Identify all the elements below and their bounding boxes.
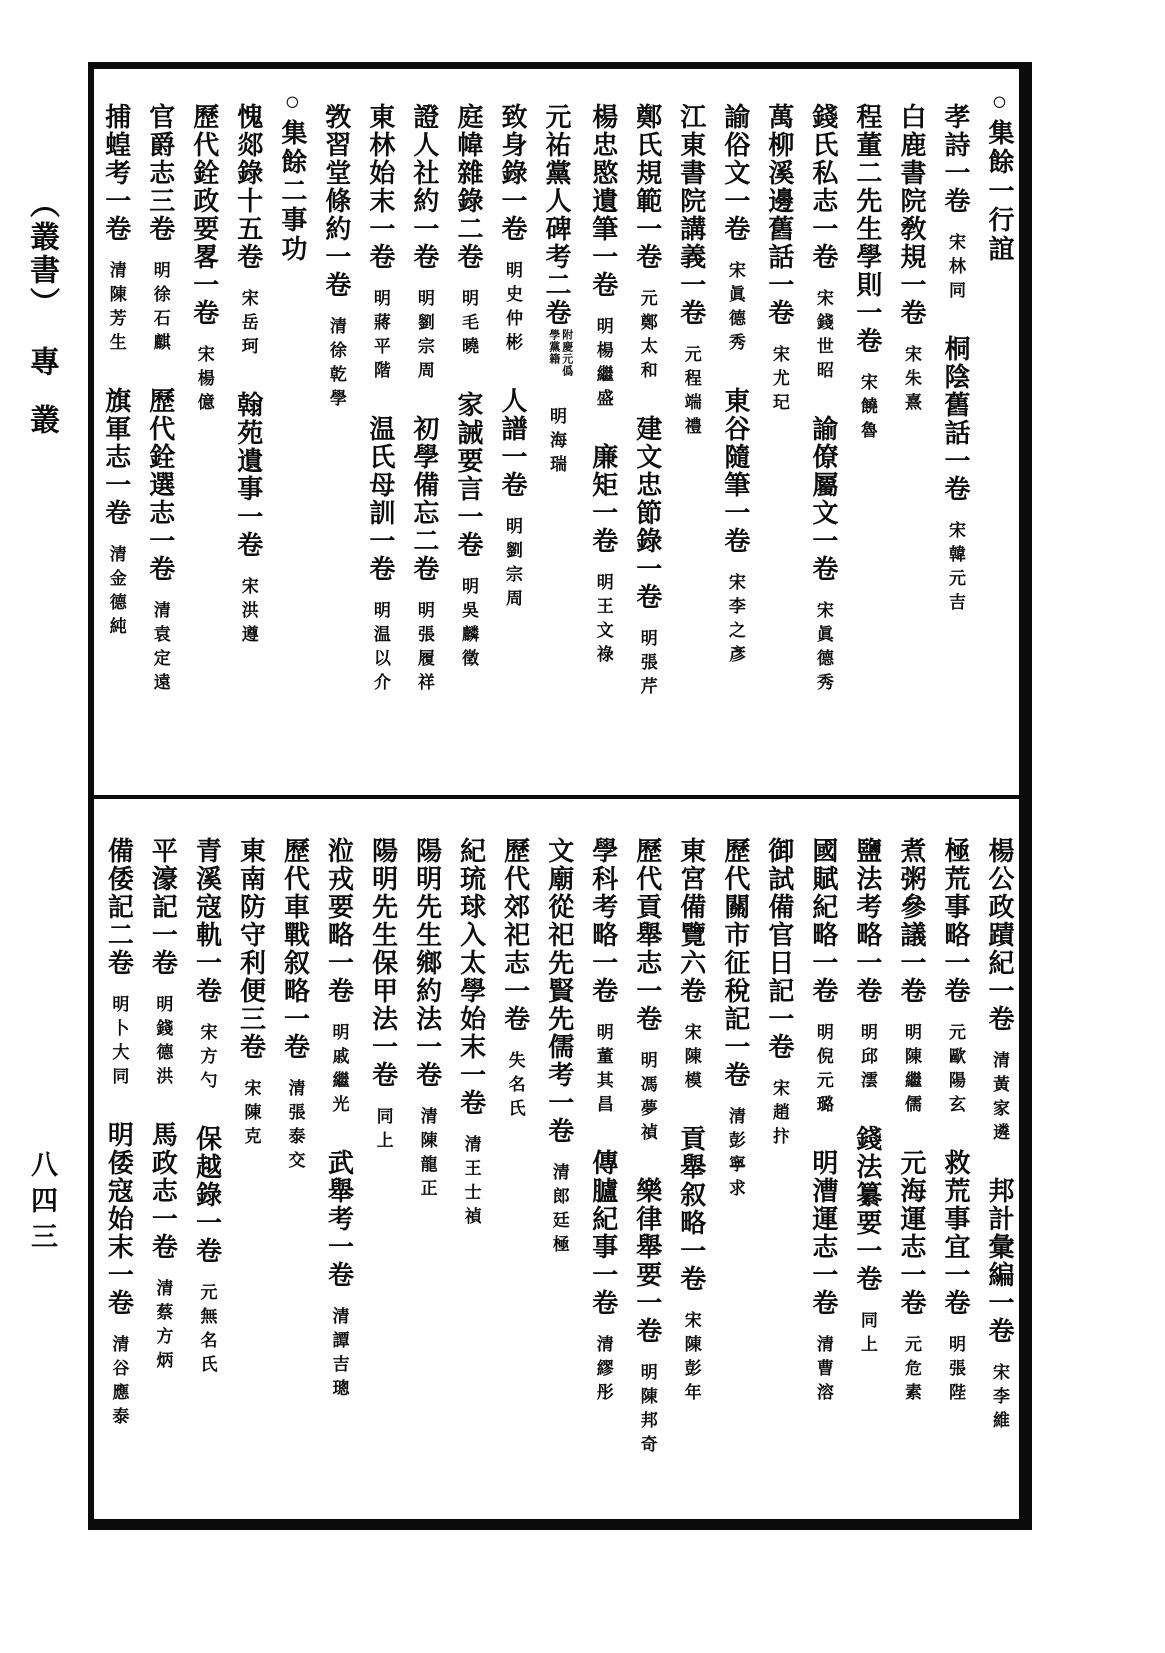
catalog-entry [497, 103, 527, 357]
entry-title: 貢舉叙略一卷 [676, 1125, 706, 1293]
entry-author: 宋岳珂 [238, 289, 258, 361]
catalog-column [590, 83, 617, 787]
catalog-entry [365, 385, 395, 697]
catalog-column [810, 817, 837, 1505]
catalog-column [499, 83, 526, 787]
catalog-entry [104, 837, 134, 1091]
catalog-column [103, 83, 130, 787]
catalog-column [546, 817, 573, 1505]
entry-author: 元危素 [901, 1335, 921, 1407]
entry-author: 元無名氏 [197, 1283, 217, 1379]
entry-title: 翰苑遺事一卷 [233, 391, 263, 559]
entry-title: 楊公政蹟紀一卷 [985, 837, 1014, 1033]
entry-author: 清譚吉璁 [329, 1307, 349, 1403]
catalog-entry [808, 837, 838, 1119]
entry-title: 桐陰舊話一卷 [940, 335, 970, 503]
catalog-entry [409, 103, 439, 385]
catalog-column [367, 83, 394, 787]
entry-author: 清繆彤 [593, 1335, 613, 1407]
entry-author: 明吳麟徵 [458, 577, 478, 673]
entry-author: 宋方勺 [197, 1023, 217, 1095]
catalog-entry [676, 837, 706, 1095]
catalog-column [411, 83, 438, 787]
catalog-entry [324, 1119, 354, 1403]
entry-author: 宋李維 [990, 1363, 1009, 1435]
page-frame [88, 62, 1032, 1530]
entry-title: 備倭記二卷 [104, 837, 134, 977]
catalog-column [634, 817, 661, 1505]
catalog-column [193, 817, 220, 1505]
catalog-column [898, 817, 925, 1505]
entry-author: 明蔣平階 [370, 289, 390, 385]
catalog-entry [233, 361, 263, 649]
entry-title: 武舉考一卷 [324, 1149, 354, 1289]
catalog-entry [236, 837, 266, 1151]
entry-author: 同上 [857, 1311, 877, 1359]
entry-author: 清郎廷極 [549, 1163, 569, 1259]
entry-title: 庭幃雜錄二卷 [453, 103, 483, 271]
entry-title: 證人社約一卷 [409, 103, 439, 271]
catalog-entry [321, 103, 351, 413]
catalog-entry [808, 385, 838, 697]
catalog-entry [453, 103, 483, 361]
entry-author: 失名氏 [505, 1051, 525, 1123]
entry-author: 清谷應泰 [109, 1335, 129, 1431]
entry-author: 明卜大同 [109, 995, 129, 1091]
entry-title: 陽明先生鄉約法一卷 [412, 837, 442, 1089]
entry-author: 宋錢世昭 [813, 289, 833, 385]
entry-author: 清金德純 [106, 545, 126, 641]
entry-author: 宋趙抃 [769, 1079, 789, 1151]
catalog-entry [145, 357, 175, 697]
entry-title: 家誡要言一卷 [453, 391, 483, 559]
catalog-column [281, 817, 308, 1505]
entry-author: 清徐乾學 [326, 317, 346, 413]
entry-author: 同上 [373, 1107, 393, 1155]
catalog-entry [148, 1091, 178, 1375]
catalog-column [458, 817, 485, 1505]
catalog-column [455, 83, 482, 787]
entry-title: 御試備官日記一卷 [764, 837, 794, 1061]
catalog-entry [148, 837, 178, 1091]
catalog-column [898, 83, 925, 787]
catalog-entry [852, 837, 882, 1095]
catalog-entry [632, 103, 662, 385]
entry-author: 明楊繼盛 [593, 317, 613, 413]
entry-author: 清陳芳生 [106, 261, 126, 357]
catalog-entry [808, 103, 838, 385]
catalog-entry [497, 357, 527, 613]
margin-category-label: 專叢 [25, 346, 58, 462]
entry-title: 歷代車戰叙略一卷 [280, 837, 310, 1061]
entry-author: 明張履祥 [414, 601, 434, 697]
catalog-column [810, 83, 837, 787]
catalog-entry [588, 413, 618, 669]
entry-author: 宋饒魯 [857, 373, 877, 445]
entry-title: 馬政志一卷 [148, 1121, 178, 1261]
entry-author: 明海瑞 [547, 407, 567, 479]
entry-author: 宋李之彥 [725, 573, 745, 669]
entry-title: 鹽法考略一卷 [852, 837, 882, 1005]
entry-title: 明漕運志一卷 [808, 1149, 838, 1317]
entry-title: 孝詩一卷 [940, 103, 970, 215]
catalog-column [942, 817, 969, 1505]
catalog-column [590, 817, 617, 1505]
catalog-entry [940, 1119, 970, 1407]
catalog-entry [764, 103, 794, 417]
entry-author: 明史仲彬 [502, 261, 522, 357]
catalog-column [634, 83, 661, 787]
entry-author: 宋眞德秀 [725, 261, 745, 357]
entry-title: 愧郯錄十五卷 [233, 103, 263, 271]
entry-title: 致身錄一卷 [497, 103, 527, 243]
entry-title: 楊忠愍遺筆一卷 [588, 103, 618, 299]
catalog-column [986, 83, 1013, 787]
entry-title: 煮粥參議一卷 [896, 837, 926, 1005]
catalog-column [766, 83, 793, 787]
catalog-column [766, 817, 793, 1505]
catalog-entry [632, 837, 662, 1147]
entry-title: 敩習堂條約一卷 [321, 103, 351, 299]
entry-author: 宋陳克 [241, 1079, 261, 1151]
entry-author: 明劉宗周 [502, 517, 522, 613]
catalog-column [105, 817, 132, 1505]
entry-author: 明張芹 [637, 629, 657, 701]
entry-title: 廉矩一卷 [588, 443, 618, 555]
catalog-entry [985, 1147, 1014, 1435]
catalog-entry [588, 1119, 618, 1407]
entry-title: 白鹿書院敎規一卷 [896, 103, 926, 327]
catalog-entry [145, 103, 175, 357]
entry-title: 東谷隨筆一卷 [720, 387, 750, 555]
catalog-column [235, 83, 262, 787]
entry-title: 救荒事宜一卷 [940, 1149, 970, 1317]
entry-author: 宋陳彭年 [681, 1311, 701, 1407]
catalog-entry [233, 103, 263, 361]
entry-author: 清袁定遠 [150, 601, 170, 697]
catalog-column [323, 83, 350, 787]
page-number: 八四三 [27, 1150, 57, 1258]
entry-title: 諭俗文一卷 [720, 103, 750, 243]
catalog-entry [368, 837, 398, 1155]
entry-title: 錢法纂要一卷 [852, 1125, 882, 1293]
entry-author: 元鄭太和 [637, 289, 657, 385]
catalog-entry [453, 361, 483, 673]
entry-author: 明張陛 [945, 1335, 965, 1407]
entry-author: 明陳繼儒 [901, 1023, 921, 1119]
catalog-entry [940, 837, 970, 1119]
entry-title: 諭僚屬文一卷 [808, 415, 838, 583]
entry-author: 宋楊億 [194, 345, 214, 417]
catalog-column [149, 817, 176, 1505]
entry-title: 歷代銓政要畧一卷 [189, 103, 219, 327]
catalog-column [722, 83, 749, 787]
catalog-entry [632, 385, 662, 701]
entry-title: 初學備忘二卷 [409, 415, 439, 583]
catalog-entry [720, 357, 750, 669]
catalog-section-top [100, 83, 1013, 787]
entry-title: 東宮備覽六卷 [676, 837, 706, 1005]
catalog-column [191, 83, 218, 787]
entry-title: 鄭氏規範一卷 [632, 103, 662, 271]
entry-title: 官爵志三卷 [145, 103, 175, 243]
catalog-column [942, 83, 969, 787]
catalog-column [854, 817, 881, 1505]
entry-title: 東林始末一卷 [365, 103, 395, 271]
entry-author: 明馮夢禎 [637, 1051, 657, 1147]
entry-author: 清陳龍正 [417, 1107, 437, 1203]
entry-title: 國賦紀略一卷 [808, 837, 838, 1005]
entry-title: 保越錄一卷 [192, 1125, 222, 1265]
entry-title: 極荒事略一卷 [940, 837, 970, 1005]
catalog-entry [544, 837, 574, 1259]
catalog-column [722, 817, 749, 1505]
entry-title: 錢氏私志一卷 [808, 103, 838, 271]
catalog-entry [940, 103, 970, 305]
entry-author: 清黃家遴 [990, 1051, 1009, 1147]
entry-title: 江東書院講義一卷 [676, 103, 706, 327]
catalog-entry [764, 837, 794, 1151]
catalog-column [678, 817, 705, 1505]
catalog-entry [940, 305, 970, 617]
entry-author: 清王士禎 [461, 1135, 481, 1231]
catalog-entry [104, 1091, 134, 1431]
entry-title: 陽明先生保甲法一卷 [368, 837, 398, 1089]
entry-title: 傳臚紀事一卷 [588, 1149, 618, 1317]
entry-annotation: 附慶元僞學黨籍 [547, 329, 573, 377]
entry-author: 宋尤玘 [769, 345, 789, 417]
catalog-section-bottom [100, 817, 1013, 1505]
margin-volume-label: （叢書） [25, 188, 58, 320]
catalog-entry [588, 103, 618, 413]
catalog-entry [542, 103, 573, 479]
entry-author: 清張泰交 [285, 1079, 305, 1175]
catalog-entry [808, 1119, 838, 1407]
catalog-column [678, 83, 705, 787]
catalog-entry [588, 837, 618, 1119]
catalog-column [326, 817, 353, 1505]
catalog-entry [409, 385, 439, 697]
entry-author: 明倪元璐 [813, 1023, 833, 1119]
catalog-column [414, 817, 441, 1505]
section-divider [94, 795, 1019, 799]
section-header: ○集餘二事功 [277, 87, 307, 264]
catalog-column [502, 817, 529, 1505]
entry-title: 旗軍志一卷 [101, 387, 131, 527]
entry-title: 樂律舉要一卷 [632, 1177, 662, 1345]
entry-author: 明王文祿 [593, 573, 613, 669]
catalog-entry [192, 837, 222, 1095]
catalog-column [854, 83, 881, 787]
catalog-entry [985, 837, 1014, 1147]
catalog-entry [365, 103, 395, 385]
entry-author: 明毛曉 [458, 289, 478, 361]
margin-label [26, 188, 56, 462]
catalog-entry [852, 103, 882, 445]
catalog-entry [676, 1095, 706, 1407]
entry-author: 宋韓元吉 [945, 521, 965, 617]
catalog-column [370, 817, 397, 1505]
entry-author: 宋林同 [945, 233, 965, 305]
entry-title: 萬柳溪邊舊話一卷 [764, 103, 794, 327]
entry-author: 明錢德洪 [153, 995, 173, 1091]
entry-author: 清彭寧求 [725, 1107, 745, 1203]
catalog-entry [280, 837, 310, 1175]
entry-title: 歷代郊祀志一卷 [500, 837, 530, 1033]
catalog-entry [632, 1147, 662, 1459]
entry-title: 文廟從祀先賢先儒考一卷 [544, 837, 574, 1145]
catalog-entry [192, 1095, 222, 1379]
entry-author: 清蔡方炳 [153, 1279, 173, 1375]
entry-title: 青溪寇軌一卷 [192, 837, 222, 1005]
entry-title: 平濠記一卷 [148, 837, 178, 977]
entry-title: 歷代關市征稅記一卷 [720, 837, 750, 1089]
section-header: ○集餘一行誼 [985, 87, 1014, 264]
entry-author: 明董其昌 [593, 1023, 613, 1119]
catalog-column [147, 83, 174, 787]
entry-title: 紀琉球入太學始末一卷 [456, 837, 486, 1117]
entry-author: 明徐石麒 [150, 261, 170, 357]
entry-title: 程董二先生學則一卷 [852, 103, 882, 355]
entry-author: 宋眞德秀 [813, 601, 833, 697]
entry-title: 歷代貢舉志一卷 [632, 837, 662, 1033]
entry-title: 涖戎要略一卷 [324, 837, 354, 1005]
entry-title: 捕蝗考一卷 [101, 103, 131, 243]
entry-author: 元歐陽玄 [945, 1023, 965, 1119]
entry-author: 宋陳模 [681, 1023, 701, 1095]
catalog-entry [720, 837, 750, 1203]
entry-author: 清曹溶 [813, 1335, 833, 1407]
entry-title: 邦計彙編一卷 [985, 1177, 1014, 1345]
entry-title: 學科考略一卷 [588, 837, 618, 1005]
entry-author: 明温以介 [370, 601, 390, 697]
entry-title: 東南防守利便三卷 [236, 837, 266, 1061]
catalog-column [986, 817, 1013, 1505]
catalog-entry [189, 103, 219, 417]
catalog-entry [412, 837, 442, 1203]
entry-author: 元程端禮 [681, 345, 701, 441]
catalog-column [279, 83, 306, 787]
entry-author: 明邱澐 [857, 1023, 877, 1095]
entry-title: 温氏母訓一卷 [365, 415, 395, 583]
catalog-entry [324, 837, 354, 1119]
catalog-entry [896, 103, 926, 417]
catalog-entry [896, 1119, 926, 1407]
catalog-entry [720, 103, 750, 357]
catalog-entry [101, 357, 131, 641]
entry-title: 元海運志一卷 [896, 1149, 926, 1317]
entry-title: 明倭寇始末一卷 [104, 1121, 134, 1317]
entry-title: 歷代銓選志一卷 [145, 387, 175, 583]
catalog-entry [852, 1095, 882, 1359]
catalog-column [543, 83, 573, 787]
entry-title: 元祐黨人碑考二卷 [542, 103, 572, 327]
catalog-column [237, 817, 264, 1505]
entry-author: 明劉宗周 [414, 289, 434, 385]
catalog-entry [896, 837, 926, 1119]
catalog-entry [676, 103, 706, 441]
catalog-entry [101, 103, 131, 357]
entry-author: 宋朱熹 [901, 345, 921, 417]
entry-title: 建文忠節錄一卷 [632, 415, 662, 611]
entry-author: 宋洪遵 [238, 577, 258, 649]
entry-author: 明陳邦奇 [637, 1363, 657, 1459]
catalog-entry [456, 837, 486, 1231]
catalog-entry [500, 837, 530, 1123]
entry-title: 人譜一卷 [497, 387, 527, 499]
entry-author: 明戚繼光 [329, 1023, 349, 1119]
